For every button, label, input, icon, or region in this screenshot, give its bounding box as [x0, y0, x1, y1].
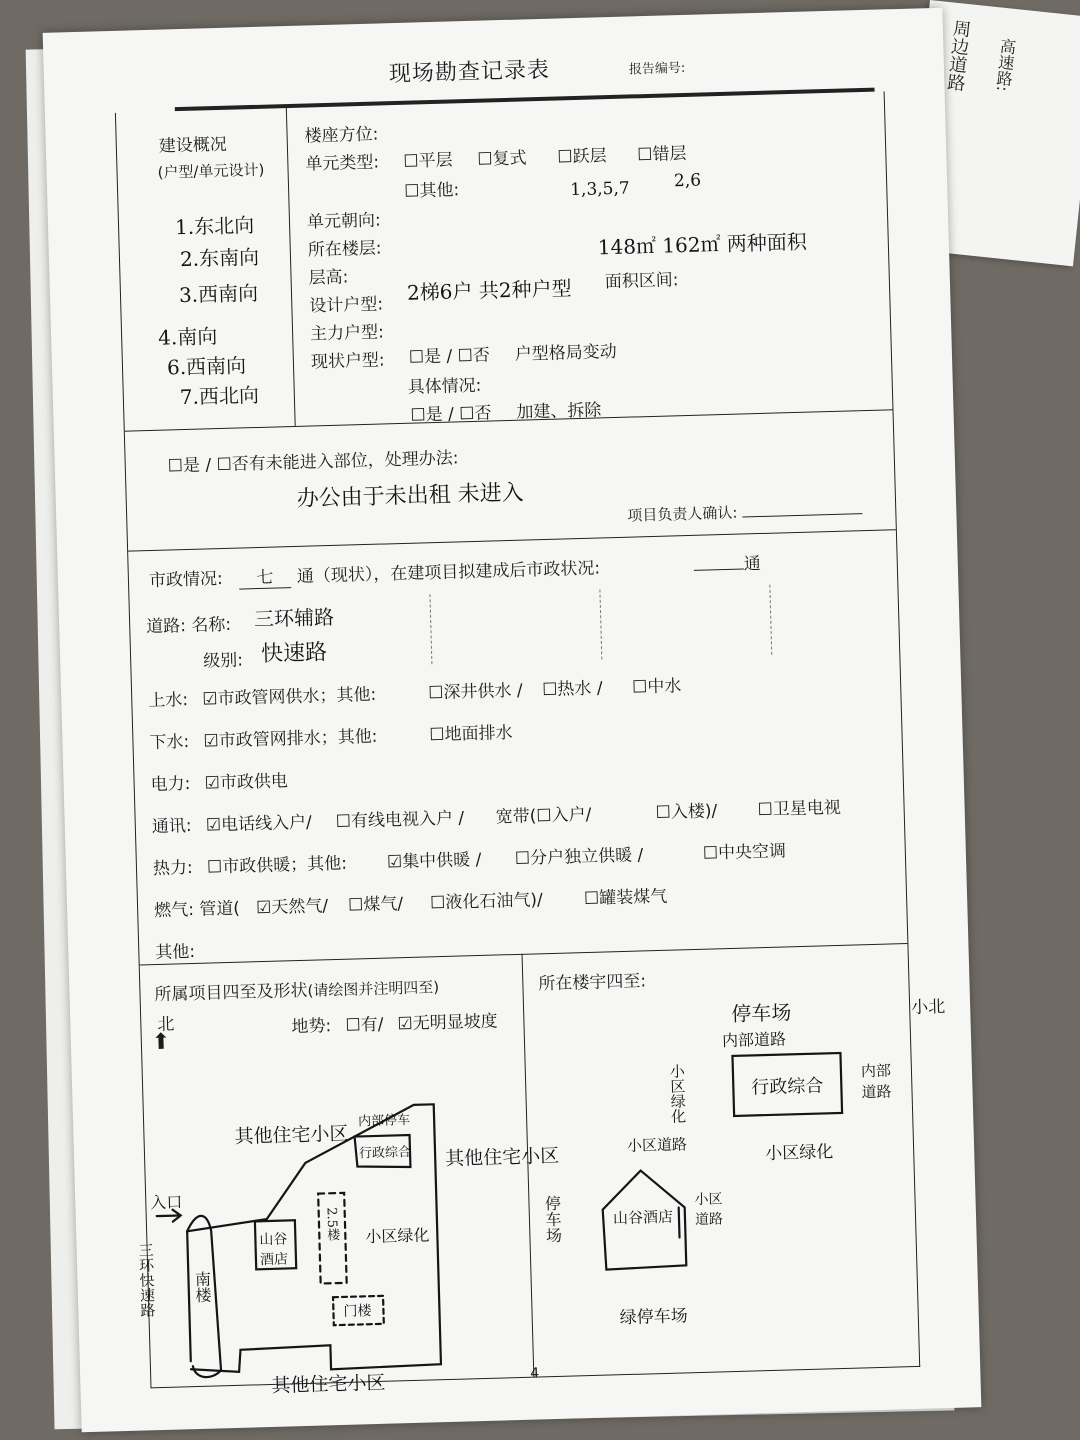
- road-level-value: 快速路: [260, 640, 328, 667]
- design-type-note: 2梯6户 共2种户型: [406, 276, 572, 305]
- add-build-label: 加建、拆除: [516, 400, 602, 423]
- sketch-right-inner-road-right: 内部道路: [860, 1061, 892, 1102]
- comm-broadband[interactable]: 宽带(☐入户/: [495, 804, 592, 828]
- sketch-left-top: 其他住宅小区: [234, 1122, 349, 1148]
- survey-form-page: [43, 8, 982, 1433]
- gas-natural[interactable]: ☑天然气/: [255, 896, 329, 919]
- gas-lpg[interactable]: ☐液化石油气)/: [429, 890, 543, 914]
- design-type-label: 设计户型:: [309, 294, 384, 317]
- sketch-left-entrance: 入口: [150, 1192, 183, 1213]
- water-supply-deep-well[interactable]: ☐深井供水 /: [427, 680, 523, 704]
- sketch-right-parking-left: 停车场: [542, 1194, 563, 1244]
- sketch-right-road-right: 小区道路: [694, 1191, 724, 1229]
- unit-type-duplex[interactable]: ☐复式: [477, 148, 527, 170]
- sketch-left-bottom: 其他住宅小区: [271, 1371, 386, 1397]
- road-name-label: 道路: 名称:: [145, 614, 232, 638]
- form-table: [115, 91, 946, 1397]
- north-arrow-icon: ⬆: [151, 1029, 171, 1056]
- orientation-note: 6.西南向: [166, 353, 247, 380]
- orientation-note: 1.东北向: [174, 213, 255, 240]
- comm-label: 通讯:: [151, 815, 192, 838]
- adjacent-paper-title: 周边道路: [943, 18, 973, 93]
- sketch-left-building25: 2.5楼: [323, 1207, 340, 1242]
- inaccessible-answer: 办公由于未出租 未进入: [296, 480, 525, 512]
- drainage-main[interactable]: ☑市政管网排水；其他:: [203, 726, 378, 752]
- gas-coal[interactable]: ☐煤气/: [347, 894, 404, 916]
- road-level-label: 级别:: [202, 650, 244, 672]
- adjacent-paper-item: 高速路:: [992, 37, 1018, 93]
- height-label: 层高:: [308, 267, 349, 289]
- heat-central[interactable]: ☑集中供暖 /: [386, 849, 482, 873]
- gas-canned[interactable]: ☐罐装煤气: [583, 886, 668, 910]
- sketch-right-valley: 山谷酒店: [612, 1207, 674, 1228]
- sketch-right-district-road: 小区道路: [626, 1135, 688, 1155]
- drainage-label: 下水:: [149, 732, 190, 754]
- detail-label: 具体情况:: [407, 375, 482, 398]
- heat-label: 热力:: [152, 857, 194, 880]
- heat-central-ac[interactable]: ☐中央空调: [702, 841, 787, 864]
- orientation-note: 3.西南向: [178, 280, 259, 308]
- project-boundary-title: 所属项目四至及形状(请绘图并注明四至): [154, 978, 440, 1006]
- site-sketch-drawing: [116, 91, 921, 1388]
- terrain-flat[interactable]: ☑无明显坡度: [397, 1011, 498, 1035]
- sketch-right-parking-bottom: 绿停车场: [619, 1306, 688, 1329]
- orientation-note: 4.南向: [157, 324, 218, 350]
- orientation-note: 7.西北向: [179, 382, 260, 410]
- other-label: 其他:: [155, 941, 196, 964]
- building-position-label: 楼座方位:: [304, 124, 379, 147]
- sketch-right-parking-top: 停车场: [730, 1000, 792, 1026]
- unit-type-other[interactable]: ☐其他:: [403, 180, 460, 202]
- main-type-label: 主力户型:: [309, 322, 385, 345]
- orientation-note: 2.东南向: [179, 244, 260, 272]
- sketch-left-road: 三环快速路: [136, 1242, 157, 1318]
- power-label: 电力:: [150, 774, 191, 796]
- floor-label: 所在楼层:: [307, 238, 382, 261]
- water-supply-label: 上水:: [148, 690, 189, 712]
- drainage-surface[interactable]: ☐地面排水: [429, 722, 513, 746]
- sketch-left-right: 其他住宅小区: [444, 1144, 560, 1171]
- unit-type-flat[interactable]: ☐平层: [403, 150, 453, 172]
- heat-main[interactable]: ☐市政供暖；其他:: [206, 853, 348, 878]
- sketch-right-inner-road: 内部道路: [721, 1029, 787, 1051]
- terrain-label: 地势:: [291, 1016, 332, 1038]
- page-number: 4: [530, 1365, 540, 1382]
- building-boundary-title: 所在楼宇四至:: [538, 971, 647, 995]
- current-type-label: 现状户型:: [310, 350, 385, 373]
- inaccessible-question[interactable]: ☐是 / ☐否有未能进入部位，处理办法:: [167, 448, 459, 477]
- area-note-even: 2,6: [673, 170, 702, 192]
- north-label: 北: [157, 1014, 175, 1036]
- sketch-right-north: 小北: [910, 997, 946, 1018]
- construction-overview-title: 建设概况: [158, 134, 228, 157]
- area-value-note: 148㎡ 162㎡ 两种面积: [597, 229, 808, 260]
- comm-broadband-building[interactable]: ☐入楼)/: [655, 801, 718, 824]
- sketch-left-garden: 小区绿化: [365, 1225, 430, 1247]
- area-range-label: 面积区间:: [604, 270, 679, 293]
- area-note-odd: 1,3,5,7: [569, 178, 630, 201]
- water-supply-reclaimed[interactable]: ☐中水: [631, 676, 682, 698]
- water-supply-main[interactable]: ☑市政管网供水；其他:: [202, 684, 377, 710]
- add-build-check[interactable]: ☐是 / ☐否: [410, 403, 492, 426]
- sketch-right-green-left: 小区绿化: [667, 1063, 688, 1124]
- municipal-future[interactable]: 通: [693, 549, 761, 576]
- municipal-tong-blank[interactable]: 七: [239, 562, 292, 589]
- sketch-left-valley: 山谷酒店: [259, 1231, 289, 1269]
- power-main[interactable]: ☑市政供电: [204, 771, 289, 794]
- comm-satellite[interactable]: ☐卫星电视: [757, 797, 842, 821]
- layout-change-yes[interactable]: ☐是 / ☐否: [408, 345, 491, 368]
- terrain-slope[interactable]: ☐有/: [345, 1014, 384, 1036]
- sketch-left-gate: 门楼: [343, 1303, 372, 1320]
- sketch-right-office: 行政综合: [751, 1075, 824, 1099]
- unit-type-loft[interactable]: ☐跃层: [557, 146, 607, 168]
- comm-phone[interactable]: ☑电话线入户/: [205, 812, 313, 836]
- municipal-label: 市政情况:: [148, 569, 223, 592]
- heat-individual[interactable]: ☐分户独立供暖 /: [514, 845, 644, 869]
- sketch-left-south: 南楼: [192, 1270, 213, 1304]
- unit-facing-label: 单元朝向:: [306, 210, 382, 233]
- unit-type-split[interactable]: ☐错层: [637, 143, 687, 166]
- gas-label: 燃气: 管道(: [153, 898, 241, 922]
- road-name-value: 三环辅路: [253, 604, 335, 632]
- form-title: 现场勘查记录表: [388, 57, 551, 88]
- water-supply-hot[interactable]: ☐热水 /: [541, 678, 603, 701]
- project-lead-confirm[interactable]: 项目负责人确认:: [627, 498, 862, 526]
- layout-change-label: 户型格局变动: [514, 341, 618, 365]
- comm-cable-tv[interactable]: ☐有线电视入户 /: [335, 808, 465, 832]
- sketch-left-office: 行政综合: [358, 1144, 412, 1162]
- municipal-status-text: 通（现状），在建项目拟建成后市政状况:: [296, 558, 601, 587]
- sketch-left-top-right: 内部停车: [357, 1113, 411, 1130]
- report-number-label: 报告编号:: [628, 60, 686, 78]
- unit-type-label: 单元类型:: [305, 152, 380, 175]
- sketch-right-district-green: 小区绿化: [764, 1142, 834, 1165]
- construction-overview-sub: (户型/单元设计): [157, 160, 265, 182]
